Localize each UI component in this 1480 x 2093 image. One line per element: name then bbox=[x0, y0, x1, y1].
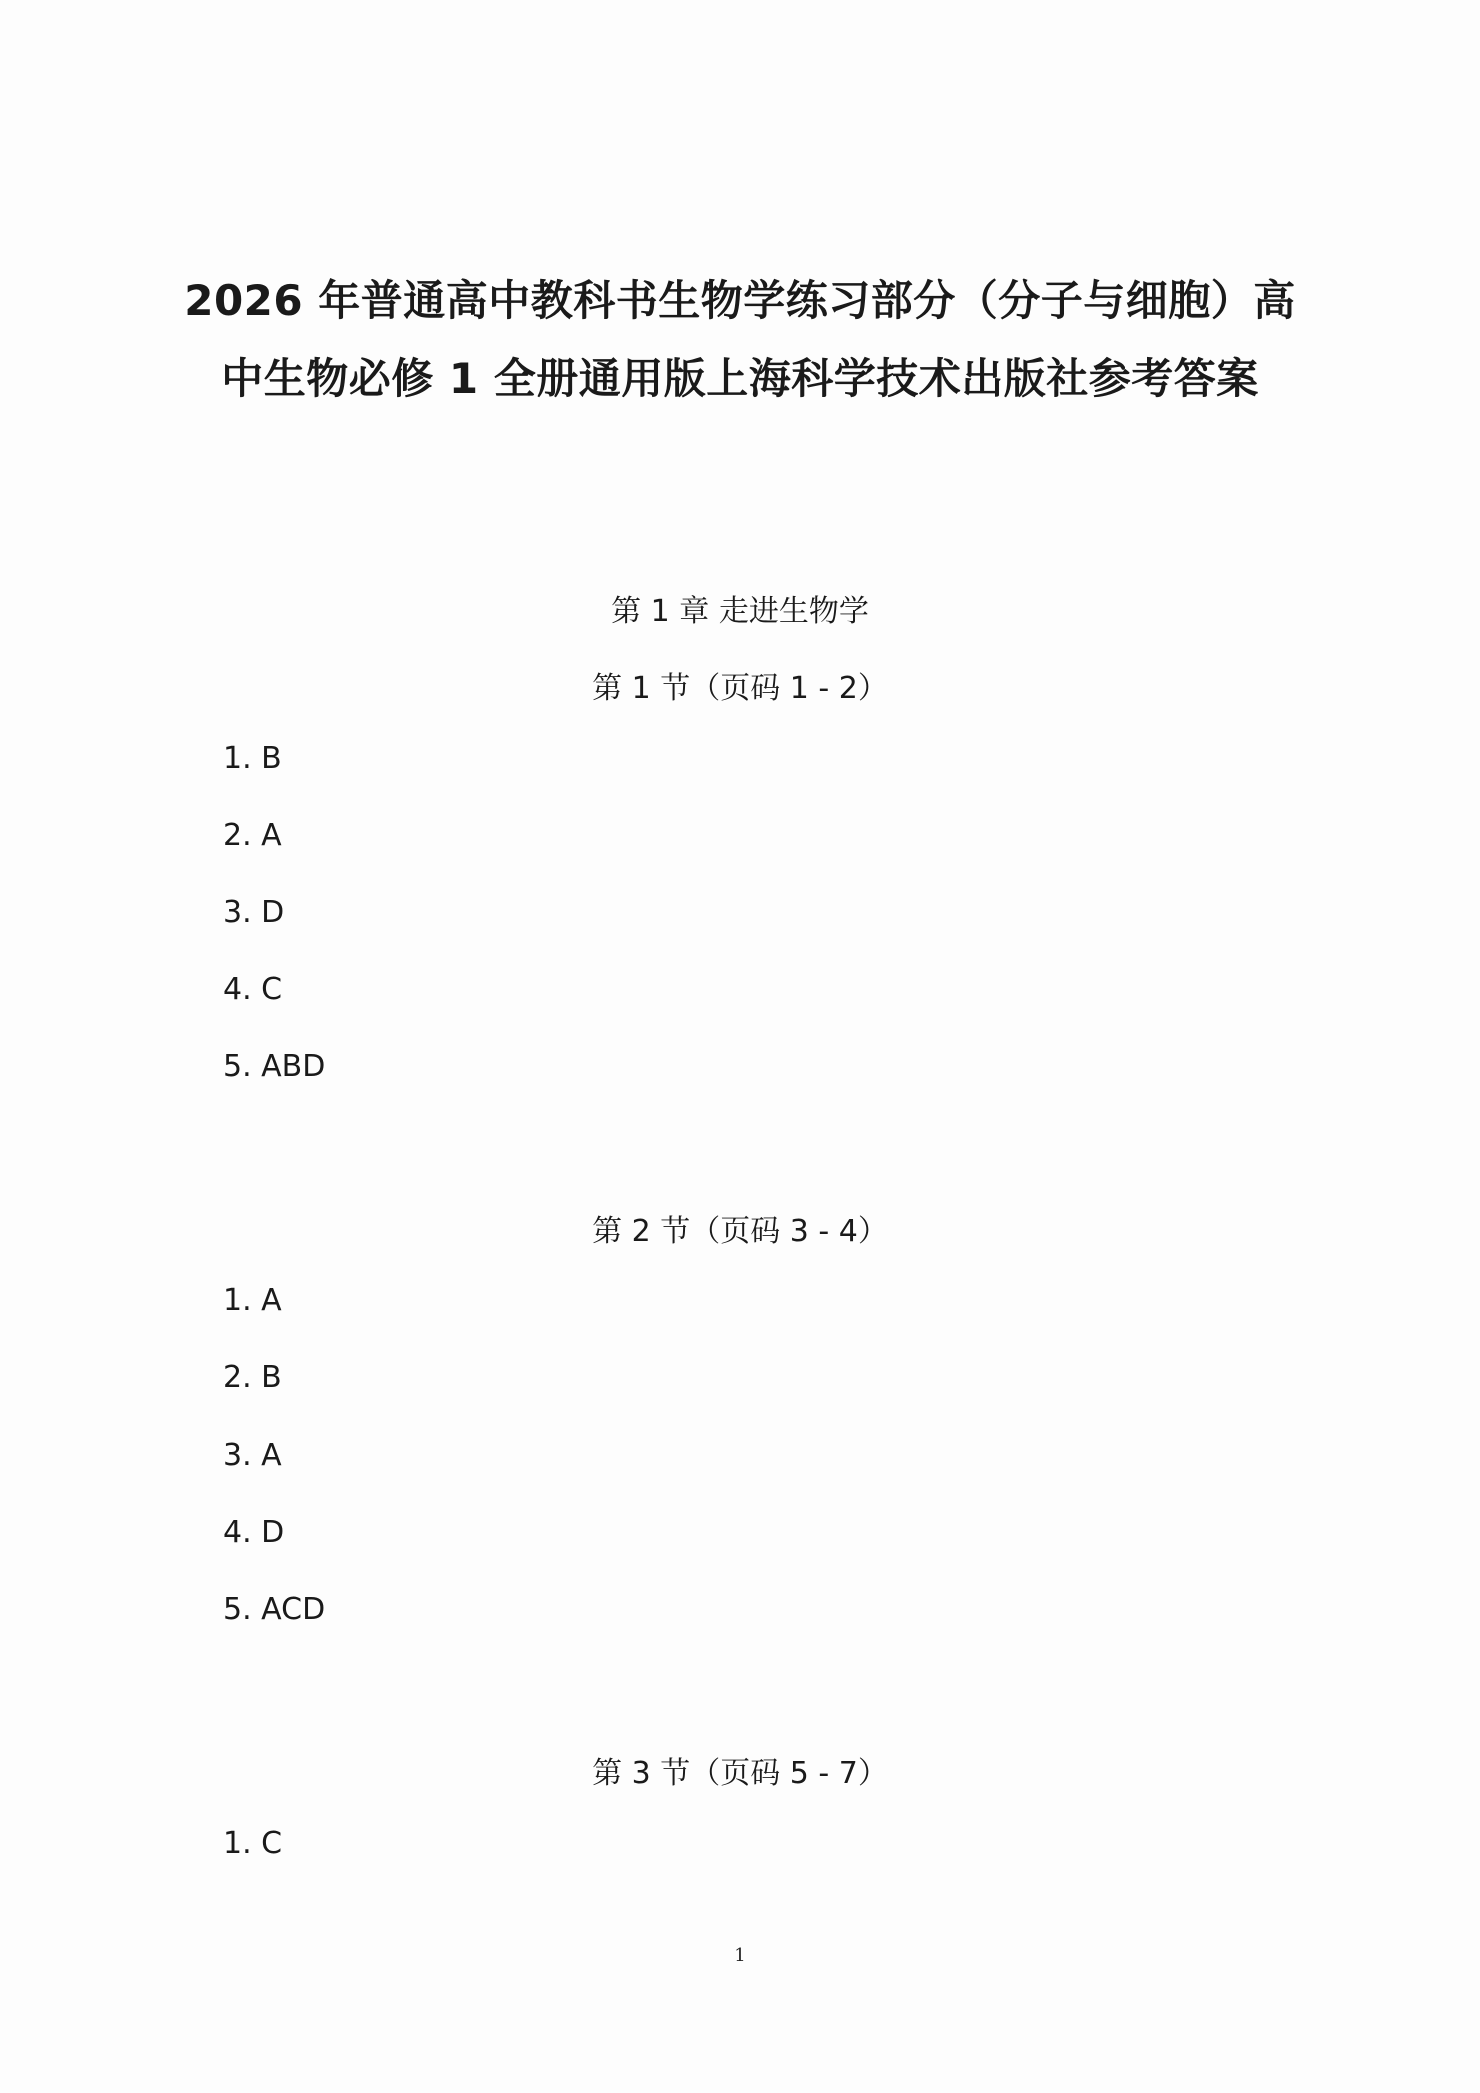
answer-item: 5. ABD bbox=[223, 1049, 326, 1084]
page-number: 1 bbox=[734, 1945, 746, 1966]
section-3-heading: 第 3 节（页码 5 - 7） bbox=[592, 1756, 888, 1791]
answer-item: 3. D bbox=[223, 895, 285, 930]
document-title-line-1: 2026 年普通高中教科书生物学练习部分（分子与细胞）高 bbox=[184, 276, 1296, 325]
answer-item: 3. A bbox=[223, 1438, 282, 1473]
answer-item: 4. D bbox=[223, 1515, 285, 1550]
answer-item: 2. A bbox=[223, 818, 282, 853]
answer-item: 2. B bbox=[223, 1360, 282, 1395]
answer-item: 1. A bbox=[223, 1283, 282, 1318]
answer-item: 4. C bbox=[223, 972, 283, 1007]
section-1-heading: 第 1 节（页码 1 - 2） bbox=[592, 671, 888, 706]
section-2-heading: 第 2 节（页码 3 - 4） bbox=[592, 1214, 888, 1249]
chapter-heading: 第 1 章 走进生物学 bbox=[611, 594, 869, 629]
answer-item: 1. B bbox=[223, 741, 282, 776]
document-title-line-2: 中生物必修 1 全册通用版上海科学技术出版社参考答案 bbox=[221, 354, 1259, 403]
answer-item: 5. ACD bbox=[223, 1592, 326, 1627]
answer-item: 1. C bbox=[223, 1826, 283, 1861]
